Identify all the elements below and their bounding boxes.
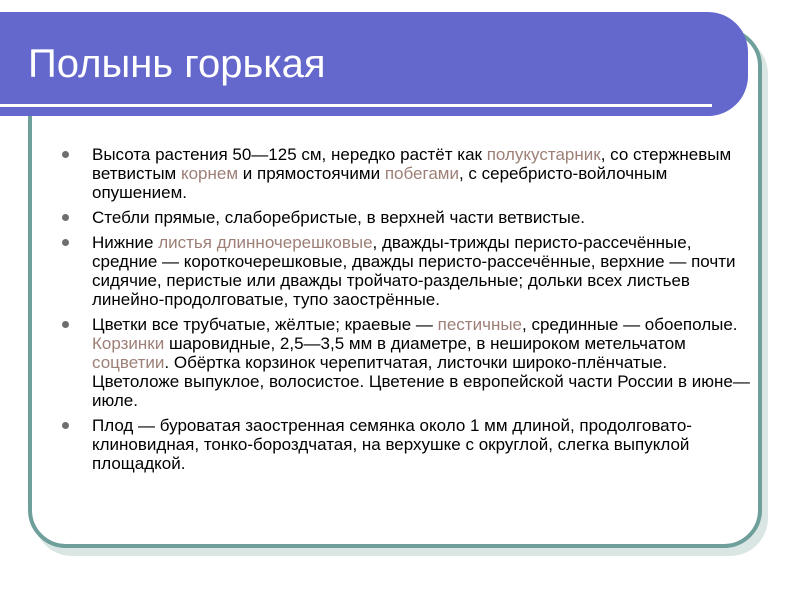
term-link[interactable]: корнем	[180, 164, 239, 183]
bullet-item	[60, 233, 750, 309]
term-link[interactable]: листья длинночерешковые	[158, 233, 373, 252]
bullet-text: и прямостоячими	[238, 164, 385, 183]
slide-content	[60, 145, 750, 479]
bullet-dot-icon	[62, 239, 69, 246]
term-link[interactable]: соцветии	[92, 353, 165, 372]
bullet-text: Высота растения 50—125 см, нередко растёт как	[92, 145, 487, 164]
bullet-item	[60, 145, 750, 202]
bullet-dot-icon	[62, 321, 69, 328]
term-link[interactable]: Корзинки	[92, 334, 165, 353]
bullet-item	[60, 208, 750, 227]
bullet-text: шаровидные, 2,5—3,5 мм в диаметре, в нешироком метельчатом	[164, 334, 686, 353]
bullet-text: , дважды-трижды перисто-рассечённые, средние — короткочерешковые, дважды перисто-рассечённые, верхние — почти сидячие, перистые или дважды тройчато-раздельные; дольки всех листьев линейно-продолговатые, тупо заострённые.	[92, 233, 736, 309]
slide-title: Полынь горькая	[28, 42, 326, 86]
bullet-text: , со стержневым ветвистым	[92, 145, 732, 183]
bullet-text: Нижние	[92, 233, 159, 252]
bullet-text: Плод — буроватая заостренная семянка около 1 мм длиной, продолговато-клиновидная, тонко-бороздчатая, на верхушке с округлой, слегка выпуклой площадкой.	[92, 416, 692, 473]
bullet-text: . Обёртка корзинок черепитчатая, листочки широко-плёнчатые. Цветоложе выпуклое, волосистое. Цветение в европейской части России в июне—июле.	[92, 353, 750, 410]
bullet-dot-icon	[62, 151, 69, 158]
term-link[interactable]: побегами	[384, 164, 459, 183]
bullet-text: Цветки все трубчатые, жёлтые; краевые —	[92, 315, 438, 334]
bullet-dot-icon	[62, 214, 69, 221]
term-link[interactable]: пестичные	[437, 315, 523, 334]
bullet-item	[60, 315, 750, 410]
term-link[interactable]: полукустарник	[486, 145, 601, 164]
title-underline	[0, 104, 712, 107]
bullet-dot-icon	[62, 422, 69, 429]
bullet-text: , срединные — обоеполые.	[522, 315, 738, 334]
bullet-text: , с серебристо-войлочным опушением.	[92, 164, 668, 202]
bullet-item	[60, 416, 750, 473]
bullet-list	[60, 145, 750, 473]
bullet-text: Стебли прямые, слаборебристые, в верхней части ветвистые.	[92, 208, 586, 227]
